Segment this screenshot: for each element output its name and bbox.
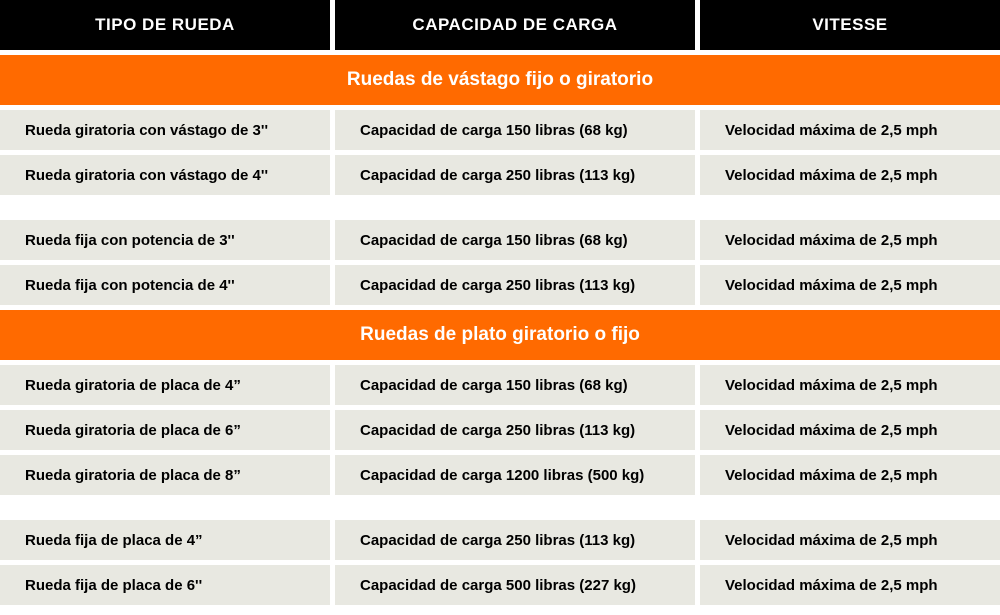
load-capacity-cell: Capacidad de carga 250 libras (113 kg) <box>335 155 695 195</box>
table-row <box>0 155 1000 195</box>
speed-cell: Velocidad máxima de 2,5 mph <box>700 155 1000 195</box>
speed-cell: Velocidad máxima de 2,5 mph <box>700 410 1000 450</box>
load-capacity-cell: Capacidad de carga 150 libras (68 kg) <box>335 110 695 150</box>
wheel-type-cell: Rueda fija con potencia de 4'' <box>0 265 330 305</box>
table-row <box>0 565 1000 605</box>
wheel-type-cell: Rueda giratoria de placa de 4” <box>0 365 330 405</box>
wheel-type-cell: Rueda fija con potencia de 3'' <box>0 220 330 260</box>
wheel-type-cell: Rueda fija de placa de 6'' <box>0 565 330 605</box>
speed-cell: Velocidad máxima de 2,5 mph <box>700 365 1000 405</box>
section-header-stem-casters: Ruedas de vástago fijo o giratorio <box>0 55 1000 105</box>
column-header-speed: VITESSE <box>700 0 1000 50</box>
speed-cell: Velocidad máxima de 2,5 mph <box>700 520 1000 560</box>
speed-cell: Velocidad máxima de 2,5 mph <box>700 110 1000 150</box>
load-capacity-cell: Capacidad de carga 500 libras (227 kg) <box>335 565 695 605</box>
table-row <box>0 455 1000 495</box>
load-capacity-cell: Capacidad de carga 1200 libras (500 kg) <box>335 455 695 495</box>
column-header-load-capacity: CAPACIDAD DE CARGA <box>335 0 695 50</box>
wheel-type-cell: Rueda fija de placa de 4” <box>0 520 330 560</box>
section-header-plate-casters: Ruedas de plato giratorio o fijo <box>0 310 1000 360</box>
speed-cell: Velocidad máxima de 2,5 mph <box>700 265 1000 305</box>
speed-cell: Velocidad máxima de 2,5 mph <box>700 455 1000 495</box>
table-row <box>0 410 1000 450</box>
table-row <box>0 110 1000 150</box>
table-row <box>0 220 1000 260</box>
wheel-type-cell: Rueda giratoria con vástago de 4'' <box>0 155 330 195</box>
table-row <box>0 265 1000 305</box>
wheel-type-cell: Rueda giratoria con vástago de 3'' <box>0 110 330 150</box>
load-capacity-cell: Capacidad de carga 150 libras (68 kg) <box>335 365 695 405</box>
wheel-type-cell: Rueda giratoria de placa de 8” <box>0 455 330 495</box>
wheel-type-cell: Rueda giratoria de placa de 6” <box>0 410 330 450</box>
table-row <box>0 365 1000 405</box>
speed-cell: Velocidad máxima de 2,5 mph <box>700 220 1000 260</box>
table-row <box>0 520 1000 560</box>
load-capacity-cell: Capacidad de carga 250 libras (113 kg) <box>335 410 695 450</box>
load-capacity-cell: Capacidad de carga 250 libras (113 kg) <box>335 265 695 305</box>
load-capacity-cell: Capacidad de carga 150 libras (68 kg) <box>335 220 695 260</box>
table-header <box>0 0 1000 50</box>
speed-cell: Velocidad máxima de 2,5 mph <box>700 565 1000 605</box>
column-header-wheel-type: TIPO DE RUEDA <box>0 0 330 50</box>
load-capacity-cell: Capacidad de carga 250 libras (113 kg) <box>335 520 695 560</box>
